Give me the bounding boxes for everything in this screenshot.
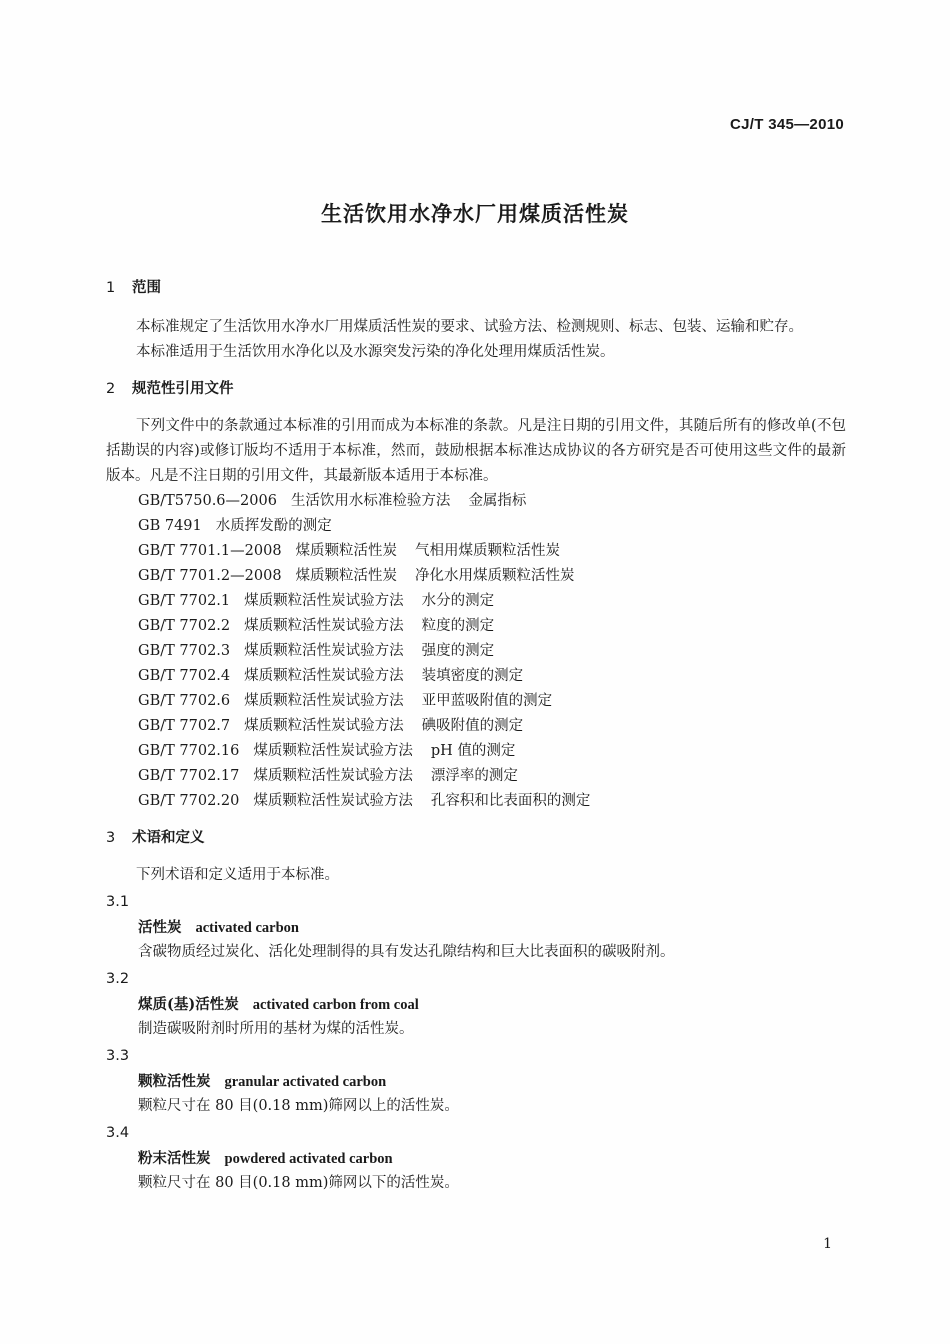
term-number: 3.2 [106,971,130,987]
paragraph: 下列文件中的条款通过本标准的引用而成为本标准的条款。凡是注日期的引用文件，其随后所有的修改单(不包括勘误的内容)或修订版均不适用于本标准，然而，鼓励根据本标准达成协议的各方研究是否可使用这些文件的最新版本。凡是不注日期的引用文件，其最新版本适用于本标准。 [106,418,846,484]
reference-item: GB/T 7702.16 煤质颗粒活性炭试验方法 pH 值的测定 [138,743,516,759]
paragraph: 本标准适用于生活饮用水净化以及水源突发污染的净化处理用煤质活性炭。 [136,344,615,360]
page-number: 1 [823,1236,832,1252]
document-body [106,276,846,1196]
term-name: 粉末活性炭 powdered activated carbon [138,1150,393,1167]
reference-item: GB 7491 水质挥发酚的测定 [138,518,332,534]
reference-item: GB/T 7702.20 煤质颗粒活性炭试验方法 孔容积和比表面积的测定 [138,793,591,809]
section-title: 范围 [132,280,161,296]
term-entry [106,1121,846,1196]
reference-item: GB/T 7702.17 煤质颗粒活性炭试验方法 漂浮率的测定 [138,768,518,784]
term-number: 3.1 [106,894,130,910]
section-3-heading [106,826,846,851]
section-number: 3 [106,830,116,846]
term-definition: 颗粒尺寸在 80 目(0.18 mm)筛网以上的活性炭。 [138,1098,459,1114]
reference-item: GB/T 7702.4 煤质颗粒活性炭试验方法 装填密度的测定 [138,668,524,684]
reference-item: GB/T 7702.2 煤质颗粒活性炭试验方法 粒度的测定 [138,618,495,634]
term-name: 颗粒活性炭 granular activated carbon [138,1073,387,1090]
term-definition: 制造碳吸附剂时所用的基材为煤的活性炭。 [138,1021,414,1037]
normative-reference-list [106,489,846,814]
section-1-heading [106,276,846,301]
paragraph: 下列术语和定义适用于本标准。 [136,867,339,883]
reference-item: GB/T 7702.3 煤质颗粒活性炭试验方法 强度的测定 [138,643,495,659]
term-name: 煤质(基)活性炭 activated carbon from coal [138,996,419,1013]
standard-code: CJ/T 345—2010 [730,116,844,133]
reference-item: GB/T 7702.6 煤质颗粒活性炭试验方法 亚甲蓝吸附值的测定 [138,693,553,709]
term-number: 3.3 [106,1048,130,1064]
reference-item: GB/T 7702.1 煤质颗粒活性炭试验方法 水分的测定 [138,593,495,609]
reference-item: GB/T 7701.2—2008 煤质颗粒活性炭 净化水用煤质颗粒活性炭 [138,568,575,584]
section-number: 1 [106,280,116,296]
term-number: 3.4 [106,1125,130,1141]
document-title: 生活饮用水净水厂用煤质活性炭 [321,202,629,226]
term-definition: 颗粒尺寸在 80 目(0.18 mm)筛网以下的活性炭。 [138,1175,459,1191]
paragraph: 本标准规定了生活饮用水净水厂用煤质活性炭的要求、试验方法、检测规则、标志、包装、运输和贮存。 [136,319,803,335]
term-definition: 含碳物质经过炭化、活化处理制得的具有发达孔隙结构和巨大比表面积的碳吸附剂。 [138,944,675,960]
section-title: 规范性引用文件 [132,381,234,397]
section-number: 2 [106,381,116,397]
term-entry [106,1044,846,1119]
term-entry [106,967,846,1042]
section-title: 术语和定义 [132,830,205,846]
reference-item: GB/T 7702.7 煤质颗粒活性炭试验方法 碘吸附值的测定 [138,718,524,734]
section-2-heading [106,377,846,402]
reference-item: GB/T5750.6—2006 生活饮用水标准检验方法 金属指标 [138,493,527,509]
term-name: 活性炭 activated carbon [138,919,299,936]
term-entry [106,890,846,965]
reference-item: GB/T 7701.1—2008 煤质颗粒活性炭 气相用煤质颗粒活性炭 [138,543,561,559]
